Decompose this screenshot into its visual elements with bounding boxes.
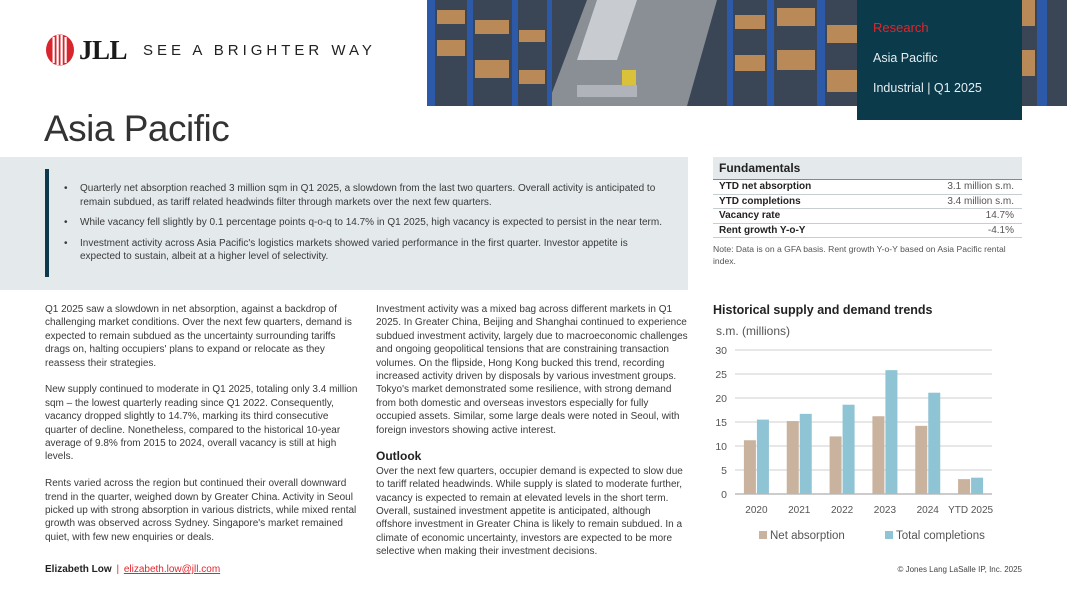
bar-net-absorption: [787, 421, 799, 494]
x-tick-label: 2021: [788, 505, 811, 516]
body-column-left: [45, 303, 360, 558]
sector-quarter-label: Industrial | Q1 2025: [873, 81, 982, 95]
body-column-right: [376, 303, 688, 572]
author-email-link[interactable]: elizabeth.low@jll.com: [123, 564, 221, 575]
outlook-heading: Outlook: [376, 449, 422, 464]
fundamentals-title: Fundamentals: [713, 157, 1022, 180]
x-tick-label: 2020: [745, 505, 768, 516]
summary-bullet-list: [80, 182, 670, 271]
fundamentals-value: 14.7%: [985, 210, 1014, 221]
legend-label: Total completions: [896, 530, 985, 542]
author-name: Elizabeth Low: [45, 564, 112, 575]
bar-net-absorption: [830, 436, 842, 494]
supply-demand-chart: [705, 318, 1022, 550]
summary-panel: [0, 157, 688, 290]
jll-logo-icon: [45, 34, 75, 66]
region-label: Asia Pacific: [873, 51, 938, 65]
logo-tagline: SEE A BRIGHTER WAY: [143, 41, 376, 59]
y-tick-label: 30: [715, 345, 727, 357]
summary-accent-bar: [45, 169, 49, 277]
outlook-paragraph: Over the next few quarters, occupier demand is expected to slow due to tariff related headwinds. While supply is slated to moderate further, vacancy is expected to remain at elevated levels in the short term. Overall, sustained investment appetite is anticipated, although offshore investment in Greater China is likely to remain subdued. In a climate of economic uncertainty, investors are expected to be more selective when making their investment decisions.: [376, 465, 683, 558]
fundamentals-table: [713, 157, 1022, 267]
y-tick-label: 0: [721, 489, 727, 501]
jll-logo[interactable]: [45, 34, 376, 66]
summary-bullet: • While vacancy fell slightly by 0.1 percentage points q-o-q to 14.7% in Q1 2025, high vacancy is expected to persist in the near term.: [80, 216, 670, 230]
bar-net-absorption: [958, 479, 970, 494]
fundamentals-value: -4.1%: [987, 224, 1014, 236]
fundamentals-label: Vacancy rate: [719, 210, 781, 221]
legend-label: Net absorption: [770, 530, 845, 542]
investment-paragraph: Investment activity was a mixed bag across different markets in Q1 2025. In Greater China, Beijing and Shanghai continued to experience subdued investment activity, largely due to macroeconomic challenges and ongoing geopolitical tensions that are constraining transaction volumes. On the flipside, Hong Kong bucked this trend, recording increased activity driven by disposals by various investment groups. Tokyo's market demonstrated some resilience, with strong demand from both domestic and overseas investors especially for fully occupied assets. Similar, some large deals were noted in Seoul, with foreign investors showing active interest.: [376, 304, 688, 436]
fundamentals-note: Note: Data is on a GFA basis. Rent growth Y-o-Y based on Asia Pacific rental index.: [713, 244, 1006, 266]
fundamentals-row: [713, 209, 1022, 224]
bar-total-completions: [843, 405, 855, 494]
fundamentals-row: [713, 195, 1022, 210]
y-tick-label: 15: [715, 417, 727, 429]
footer-author: [45, 564, 220, 575]
fundamentals-label: YTD net absorption: [719, 181, 812, 192]
legend-swatch: [885, 531, 893, 539]
logo-wordmark: JLL: [79, 34, 128, 65]
y-tick-label: 5: [721, 465, 727, 477]
fundamentals-row: [713, 180, 1022, 195]
bar-total-completions: [928, 393, 940, 494]
y-axis-label: s.m. (millions): [716, 324, 790, 338]
bar-total-completions: [971, 478, 983, 494]
summary-bullet: • Quarterly net absorption reached 3 million sqm in Q1 2025, a slowdown from the last two quarters. Overall activity is anticipated to remain subdued, as tariff related headwinds filter through markets over the next few quarters.: [80, 182, 670, 209]
copyright-notice: © Jones Lang LaSalle IP, Inc. 2025: [897, 565, 1022, 574]
chart-title: Historical supply and demand trends: [713, 303, 933, 317]
bar-total-completions: [800, 414, 812, 494]
legend-swatch: [759, 531, 767, 539]
y-tick-label: 10: [715, 441, 727, 453]
body-paragraph: Rents varied across the region but continued their overall downward trend in the quarter, weighed down by Greater China. Activity in Seoul picked up with strong absorption in various districts, while mixed rental growth was observed across Sydney. Singapore's market remained quiet, with few new enquiries or deals.: [45, 478, 357, 543]
bar-net-absorption: [915, 426, 927, 494]
research-label[interactable]: Research: [873, 20, 929, 35]
author-separator: |: [116, 564, 120, 575]
fundamentals-value: 3.4 million s.m.: [947, 195, 1014, 207]
bar-net-absorption: [872, 416, 884, 494]
x-tick-label: 2023: [873, 505, 897, 516]
research-info-box: [857, 0, 1022, 120]
x-tick-label: YTD 2025: [948, 505, 994, 516]
bar-total-completions: [885, 370, 897, 494]
body-paragraph: New supply continued to moderate in Q1 2025, totaling only 3.4 million sqm – the lowest quarterly reading since Q1 2022. Consequently, vacancy dropped slightly to 14.7%, marking its third consecutive quarter of decline. Nonetheless, compared to the historical 10-year average of 9.8% from 2015 to 2024, overall vacancy is still at high levels.: [45, 384, 358, 463]
y-tick-label: 25: [715, 369, 727, 381]
fundamentals-label: Rent growth Y-o-Y: [719, 224, 806, 236]
x-tick-label: 2022: [830, 505, 854, 516]
y-tick-label: 20: [715, 393, 727, 405]
bar-total-completions: [757, 420, 769, 494]
page-title: Asia Pacific: [44, 108, 230, 149]
x-tick-label: 2024: [916, 505, 939, 516]
fundamentals-label: YTD completions: [719, 195, 801, 207]
fundamentals-value: 3.1 million s.m.: [947, 181, 1014, 192]
body-paragraph: Q1 2025 saw a slowdown in net absorption, against a backdrop of challenging market conditions. Over the next few quarters, demand is expected to remain subdued as the uncertainty surrounding tariffs drags on, halting occupiers' plans to expand or relocate as they reassess their strategies.: [45, 304, 352, 369]
summary-bullet: • Investment activity across Asia Pacific's logistics markets showed varied performance in the first quarter. Investor appetite is expected to sustain, albeit at a higher level of selectivity.: [80, 237, 670, 264]
fundamentals-row: [713, 224, 1022, 239]
bar-net-absorption: [744, 440, 756, 494]
